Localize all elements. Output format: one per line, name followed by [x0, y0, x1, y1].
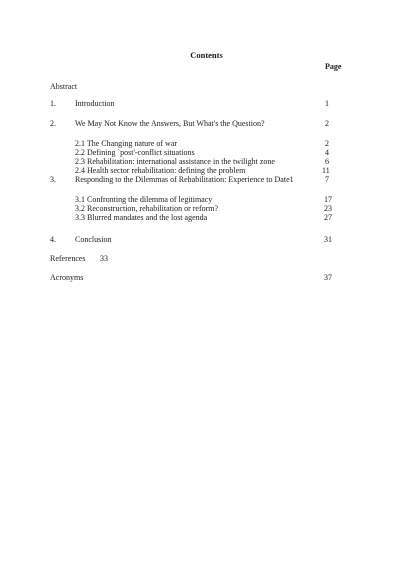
page-column-label: Page [325, 62, 342, 71]
toc-entry-num: 4. [50, 235, 56, 244]
toc-subentry-page: 27 [324, 213, 332, 222]
toc-subentry-page: 11 [322, 166, 330, 175]
toc-subentry-page: 2 [325, 139, 329, 148]
toc-subentry-text: 2.4 Health sector rehabilitation: defining the problem [75, 166, 246, 175]
toc-subentry-page: 23 [324, 204, 332, 213]
abstract-entry: Abstract [50, 82, 78, 91]
acronyms-page: 37 [324, 273, 332, 282]
references-page: 33 [100, 254, 108, 263]
toc-subentry-text: 2.3 Rehabilitation: international assistance in the twilight zone [75, 157, 275, 166]
toc-entry-num: 2. [50, 119, 56, 128]
toc-subentry-text: 3.1 Confronting the dilemma of legitimacy [75, 195, 213, 204]
toc-entry-text: Introduction [75, 99, 115, 108]
toc-subentry-page: 17 [324, 195, 332, 204]
toc-entry-page: 7 [325, 175, 329, 184]
acronyms-label: Acronyms [50, 273, 84, 282]
toc-entry-text: Conclusion [75, 235, 112, 244]
toc-subentry-page: 4 [325, 148, 329, 157]
contents-heading: Contents [190, 50, 223, 60]
toc-entry-page: 1 [325, 99, 329, 108]
toc-entry-page: 31 [324, 235, 332, 244]
toc-entry-num: 1. [50, 99, 56, 108]
toc-subentry-text: 3.2 Reconstruction, rehabilitation or reform? [75, 204, 219, 213]
toc-entry-page: 2 [325, 119, 329, 128]
toc-subentry-text: 2.1 The Changing nature of war [75, 139, 178, 148]
references-label: References [50, 254, 86, 263]
toc-entry-text: We May Not Know the Answers, But What's the Question? [75, 119, 265, 128]
toc-subentry-text: 3.3 Blurred mandates and the lost agenda [75, 213, 208, 222]
toc-entry-text: Responding to the Dilemmas of Rehabilitation: Experience to Date1 [75, 175, 294, 184]
toc-subentry-page: 6 [325, 157, 329, 166]
toc-entry-num: 3. [50, 175, 56, 184]
toc-subentry-text: 2.2 Defining `post'-conflict situations [75, 148, 195, 157]
